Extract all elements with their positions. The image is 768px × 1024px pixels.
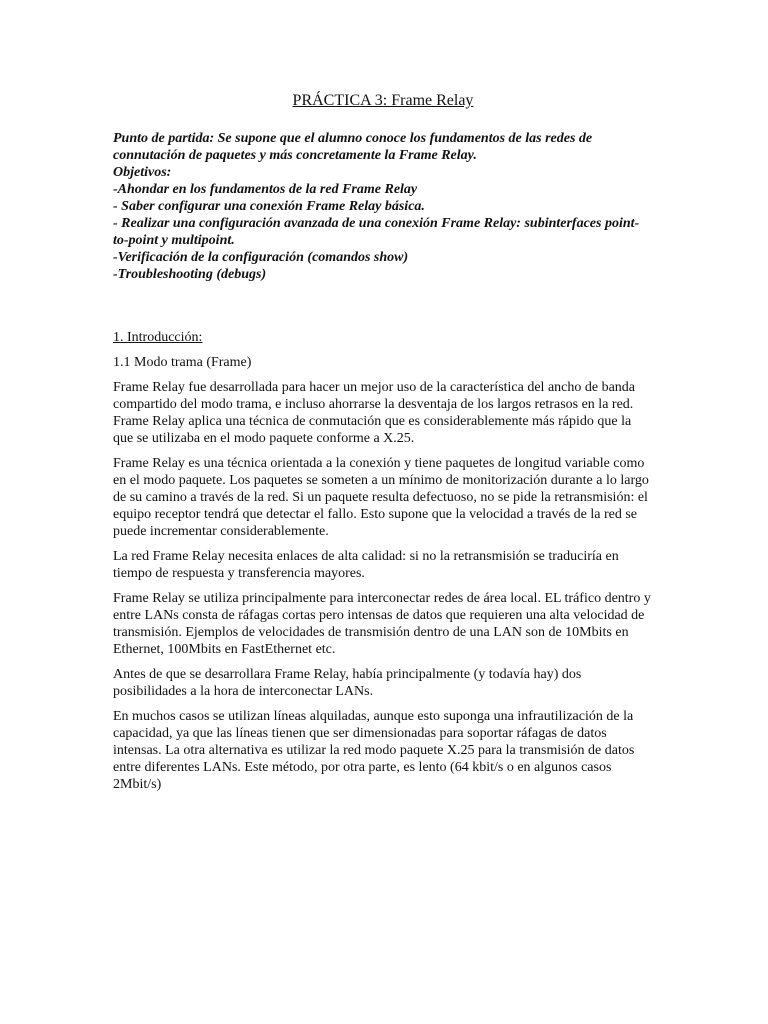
paragraph: Frame Relay es una técnica orientada a la conexión y tiene paquetes de longitud variable como en el modo paquete. Los paquetes se someten a un mínimo de monitorización durante a lo largo de su camino a través de la red. Si un paquete resulta defectuoso, no se pide la retransmisión: el equipo receptor tendrá que detectar el fallo. Esto supone que la velocidad a través de la red se puede incrementar considerablemente.	[113, 456, 649, 539]
paragraph: Antes de que se desarrollara Frame Relay, había principalmente (y todavía hay) dos posibilidades a la hora de interconectar LANs.	[113, 667, 582, 699]
paragraph: En muchos casos se utilizan líneas alquiladas, aunque esto suponga una infrautilización de la capacidad, ya que las líneas tienen que ser dimensionadas para soportar ráfagas de datos intensas. La otra alternativa es utilizar la red modo paquete X.25 para la transmisión de datos entre diferentes LANs. Este método, por otra parte, es lento (64 kbit/s o en algunos casos 2Mbit/s)	[113, 709, 635, 792]
paragraph: Frame Relay fue desarrollada para hacer un mejor uso de la característica del ancho de banda compartido del modo trama, e incluso ahorrarse la desventaja de los largos retrasos en la red. Frame Relay aplica una técnica de conmutación que es considerablemente más rápido que la que se utilizaba en el modo paquete conforme a X.25.	[113, 380, 636, 446]
starting-point: Punto de partida: Se supone que el alumno conoce los fundamentos de las redes de connutación de paquetes y más concretamente la Frame Relay.	[113, 131, 593, 163]
page-title: PRÁCTICA 3: Frame Relay	[292, 92, 474, 109]
objectives-heading: Objetivos:	[113, 165, 172, 180]
objective-item: -Ahondar en los fundamentos de la red Frame Relay	[113, 182, 418, 197]
paragraph: La red Frame Relay necesita enlaces de alta calidad: si no la retransmisión se traduciría en tiempo de respuesta y transferencia mayores.	[113, 549, 619, 581]
section-heading: 1. Introducción:	[113, 330, 203, 345]
objective-item: -Verificación de la configuración (comandos show)	[113, 250, 409, 265]
objective-item: - Saber configurar una conexión Frame Relay básica.	[113, 199, 425, 214]
objective-item: -Troubleshooting (debugs)	[113, 267, 267, 282]
objective-item: - Realizar una configuración avanzada de una conexión Frame Relay: subinterfaces point-to-point y multipoint.	[113, 216, 640, 248]
section-body	[113, 329, 653, 801]
paragraph: Frame Relay se utiliza principalmente para interconectar redes de área local. EL tráfico dentro y entre LANs consta de ráfagas cortas pero intensas de datos que requieren una alta velocidad de transmisión. Ejemplos de velocidades de transmisión dentro de una LAN son de 10Mbits en Ethernet, 100Mbits en FastEthernet etc.	[113, 591, 651, 657]
section-subheading: 1.1 Modo trama (Frame)	[113, 355, 252, 370]
intro-block	[113, 130, 653, 283]
